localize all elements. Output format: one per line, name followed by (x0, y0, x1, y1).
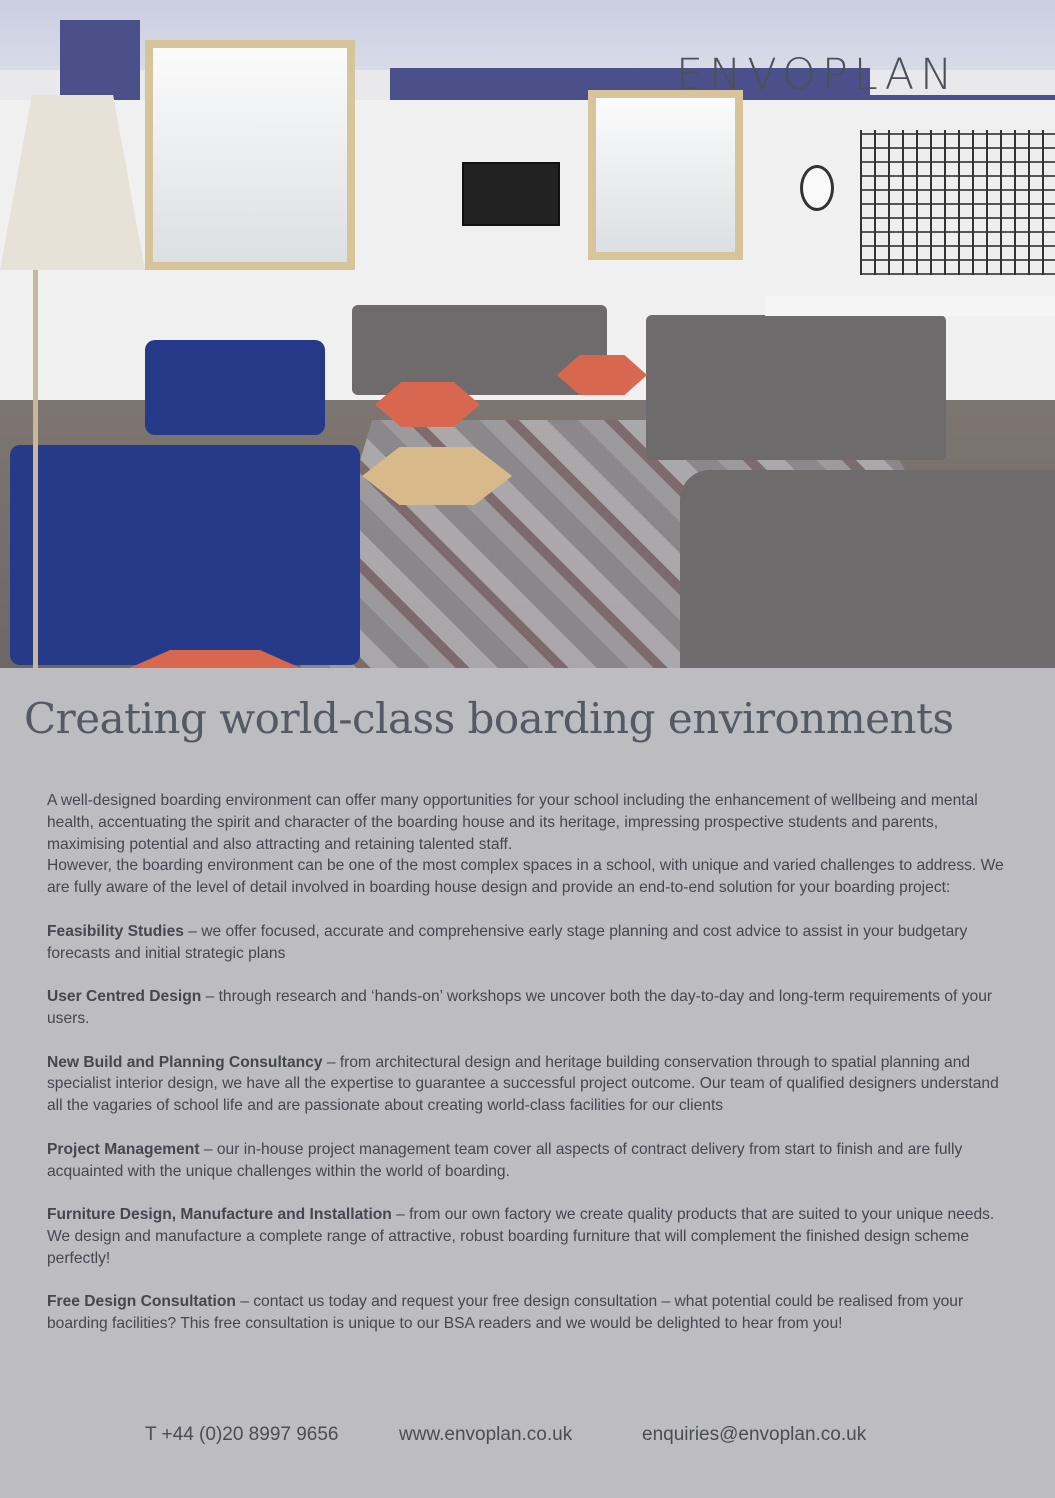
armchair (10, 445, 360, 665)
service-item (47, 986, 1007, 1030)
tv-screen (462, 162, 560, 226)
sofa (680, 470, 1055, 668)
service-heading: User Centred Design (47, 988, 202, 1006)
service-item (47, 1204, 1007, 1269)
lamp-pole (33, 270, 38, 668)
hero-photo-boarding-lounge (0, 0, 1055, 668)
window (145, 40, 355, 270)
intro-line-2: However, the boarding environment can be one of the most complex spaces in a school, with unique and varied challenges to address. We are fully aware of the level of detail involved in boarding house design and provide an end-to-end solution for your boarding project: (47, 857, 1004, 897)
service-text: – from our own factory we create quality products that are suited to your unique needs. We design and manufacture a complete range of attractive, robust boarding furniture that will complement the finished design scheme perfectly! (47, 1206, 995, 1267)
body-text (47, 790, 1007, 1357)
service-text: – contact us today and request your free design consultation – what potential could be realised from your boarding facilities? This free consultation is unique to our BSA readers and we would be delighted to hear from you! (47, 1293, 964, 1333)
dining-table (765, 296, 1055, 316)
window (588, 90, 743, 260)
service-heading: New Build and Planning Consultancy (47, 1053, 323, 1071)
intro-paragraph (47, 790, 1007, 899)
ceiling-beam (60, 20, 140, 100)
service-item (47, 1052, 1007, 1117)
armchair (145, 340, 325, 435)
service-heading: Project Management (47, 1140, 200, 1158)
envoplan-logo: ENVOPLAN (676, 50, 959, 100)
service-heading: Feasibility Studies (47, 922, 184, 940)
sofa (646, 315, 946, 460)
service-heading: Furniture Design, Manufacture and Installation (47, 1206, 392, 1224)
intro-line-1: A well-designed boarding environment can offer many opportunities for your school including the enhancement of wellbeing and mental health, accentuating the spirit and character of the boarding house and its heritage, impressing prospective students and parents, maximising potential and also attracting and retaining talented staff. (47, 792, 978, 853)
service-item (47, 1291, 1007, 1335)
service-item (47, 1139, 1007, 1183)
contact-phone: T +44 (0)20 8997 9656 (145, 1424, 339, 1445)
service-text: – we offer focused, accurate and comprehensive early stage planning and cost advice to assist in your budgetary forecasts and initial strategic plans (47, 922, 968, 962)
contact-email[interactable]: enquiries@envoplan.co.uk (642, 1424, 867, 1445)
service-text: – from architectural design and heritage building conservation through to spatial planning and specialist interior design, we have all the expertise to guarantee a successful project outcome. Our team of qualified designers understand all the vagaries of school life and are passionate about creating world-class facilities for our clients (47, 1053, 999, 1115)
service-text: – our in-house project management team cover all aspects of contract delivery from start to finish and are fully acquainted with the unique challenges within the world of boarding. (47, 1140, 963, 1180)
contact-website[interactable]: www.envoplan.co.uk (399, 1424, 573, 1445)
tartan-wallpaper (860, 130, 1055, 275)
service-text: – through research and ‘hands-on’ workshops we uncover both the day-to-day and long-term requirements of your users. (47, 988, 993, 1027)
page-title: Creating world-class boarding environments (24, 694, 954, 743)
wall-clock (800, 165, 834, 211)
service-heading: Free Design Consultation (47, 1293, 236, 1311)
service-item (47, 921, 1007, 965)
